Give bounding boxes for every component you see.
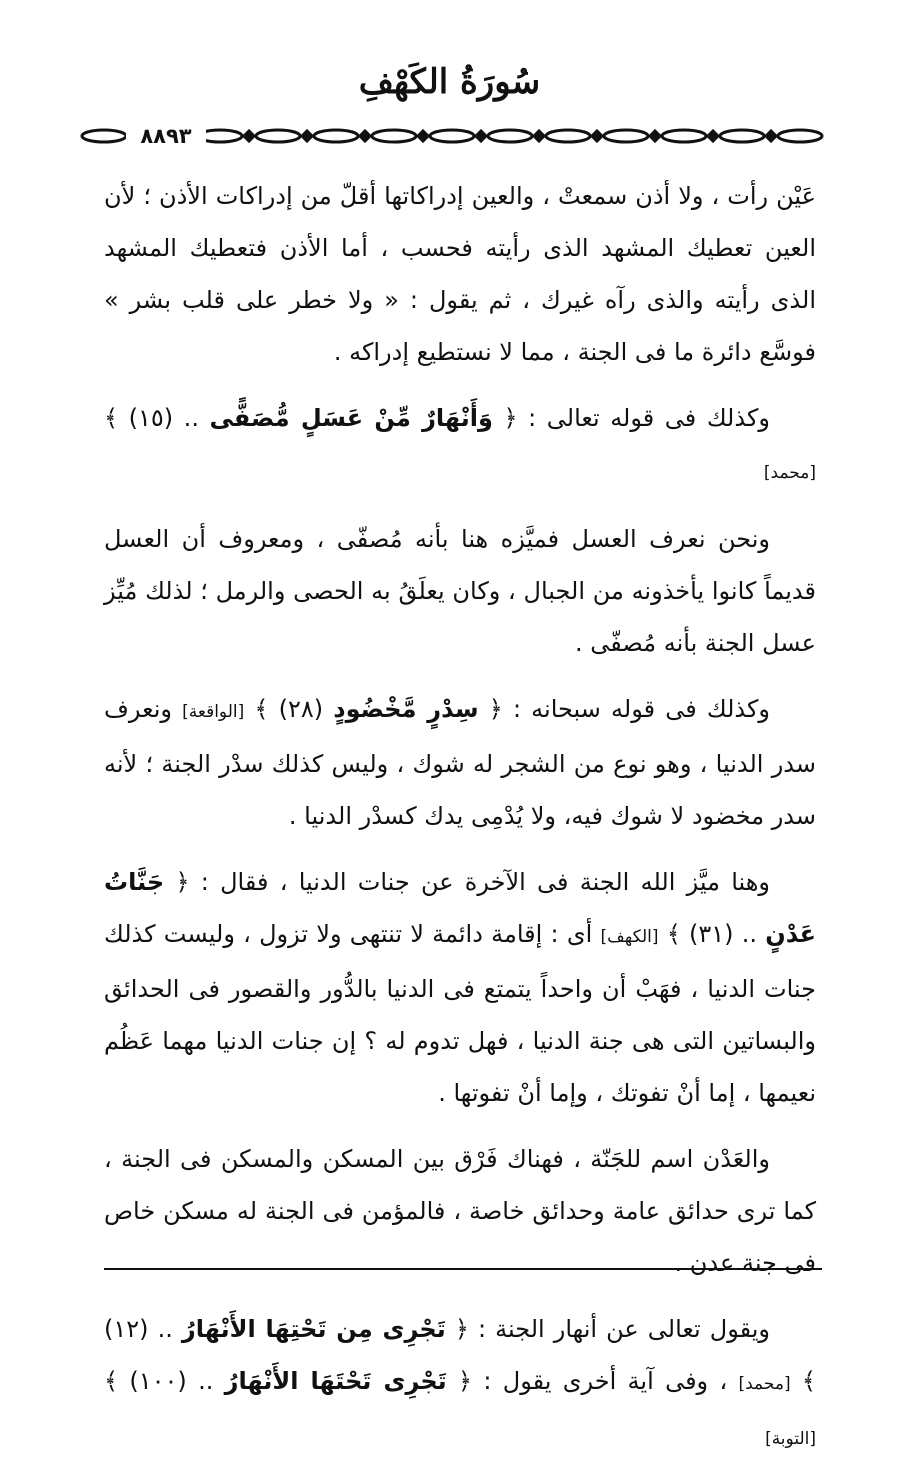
surah-reference: [الواقعة]	[182, 702, 245, 722]
text-run: عَيْن رأت ، ولا أذن سمعتْ ، والعين إدراكاتها أقلّ من إدراكات الأذن ؛ لأن العين تعطيك المشهد الذى رأيته فحسب ، أما الأذن فتعطيك المشهد الذى رأيته والذى رآه غيرك ، ثم يقول : « ولا خطر على قلب بشر » فوسَّع دائرة ما فى الجنة ، مما لا نستطيع إدراكه .	[104, 182, 816, 366]
quran-quote: تَجْرِى تَحْتَهَا الأَنْهَارُ	[224, 1367, 447, 1395]
paragraph	[104, 392, 816, 499]
text-run: وكذلك فى قوله تعالى : ﴿	[492, 404, 770, 432]
quran-quote: سِدْرٍ مَّخْضُودٍ	[333, 695, 479, 723]
surah-reference: [محمد]	[763, 463, 816, 483]
chain-diamond	[476, 131, 486, 141]
paragraph	[104, 1133, 816, 1289]
text-run: وكذلك فى قوله سبحانه : ﴿	[478, 695, 770, 723]
chain-link	[430, 130, 474, 142]
text-run: وهنا ميَّز الله الجنة فى الآخرة عن جنات الدنيا ، فقال : ﴿	[164, 868, 770, 896]
body-text	[104, 170, 816, 1479]
text-run: ونحن نعرف العسل فميَّزه هنا بأنه مُصفّى ، ومعروف أن العسل قديماً كانوا يأخذونه من الجبال ، وكان يعلَقُ به الحصى والرمل ؛ لذلك مُيِّز عسل الجنة بأنه مُصفّى .	[104, 525, 816, 657]
chain-diamond	[244, 131, 254, 141]
surah-reference: [محمد]	[738, 1374, 791, 1394]
text-run: ، وفى آية أخرى يقول : ﴿	[446, 1367, 739, 1395]
paragraph	[104, 683, 816, 842]
chain-diamond	[302, 131, 312, 141]
chain-link	[314, 130, 358, 142]
chain-diamond	[418, 131, 428, 141]
chain-link	[662, 130, 706, 142]
chain-diamond	[360, 131, 370, 141]
chain-link	[488, 130, 532, 142]
chain-diamond	[650, 131, 660, 141]
quran-quote: وَأَنْهَارٌ مِّنْ عَسَلٍ مُّصَفًّى	[209, 404, 493, 432]
chain-link	[546, 130, 590, 142]
surah-reference: [التوبة]	[765, 1429, 816, 1449]
text-run: .. (١٠٠) ﴾	[104, 1367, 225, 1395]
surah-title: سُورَةُ الكَهْفِ	[358, 62, 541, 102]
quran-quote: تَجْرِى مِن تَحْتِهَا الأَنْهَارُ	[181, 1315, 446, 1343]
chain-link	[256, 130, 300, 142]
paragraph	[104, 170, 816, 378]
chain-link	[720, 130, 764, 142]
ornamental-chain-border	[78, 122, 834, 150]
text-run: والعَدْن اسم للجَنّة ، فهناك فَرْق بين المسكن والمسكن فى الجنة ، كما ترى حدائق عامة وحدائق خاصة ، فالمؤمن فى الجنة له مسكن خاص فى جنة عدن .	[104, 1145, 816, 1277]
chain-link	[778, 130, 822, 142]
surah-reference: [الكهف]	[600, 927, 659, 947]
chain-link	[82, 130, 126, 142]
chain-diamond	[766, 131, 776, 141]
page-number: ٨٨٩٣	[126, 124, 206, 148]
text-run: .. (٣١) ﴾	[658, 920, 766, 948]
paragraph	[104, 1303, 816, 1465]
chain-diamond	[592, 131, 602, 141]
text-run: أى : إقامة دائمة لا تنتهى ولا تزول ، وليست كذلك جنات الدنيا ، فهَبْ أن واحداً يتمتع فى الدنيا بالدُّور والقصور فى الحدائق والبساتين التى هى جنة الدنيا ، فهل تدوم له ؟ إن جنات الدنيا مهما عَظُم نعيمها ، إما أنْ تفوتك ، وإما أنْ تفوتها .	[104, 920, 816, 1107]
chain-link	[372, 130, 416, 142]
chain-diamond	[708, 131, 718, 141]
chain-link	[604, 130, 648, 142]
text-run: .. (١٢) ﴾	[104, 1315, 816, 1395]
text-run: ويقول تعالى عن أنهار الجنة : ﴿	[445, 1315, 770, 1343]
paragraph	[104, 856, 816, 1119]
chain-diamond	[534, 131, 544, 141]
quran-quote: جَنَّاتُ عَدْنٍ	[104, 868, 816, 948]
footer-rule	[104, 1268, 822, 1270]
text-run: (٢٨) ﴾	[244, 695, 334, 723]
text-run: ونعرف سدر الدنيا ، وهو نوع من الشجر له شوك ، وليس كذلك سدْر الجنة ؛ لأنه سدر مخضود لا شوك فيه، ولا يُدْمِى يدك كسدْر الدنيا .	[104, 695, 816, 830]
paragraph	[104, 513, 816, 669]
text-run: .. (١٥) ﴾	[104, 404, 210, 432]
